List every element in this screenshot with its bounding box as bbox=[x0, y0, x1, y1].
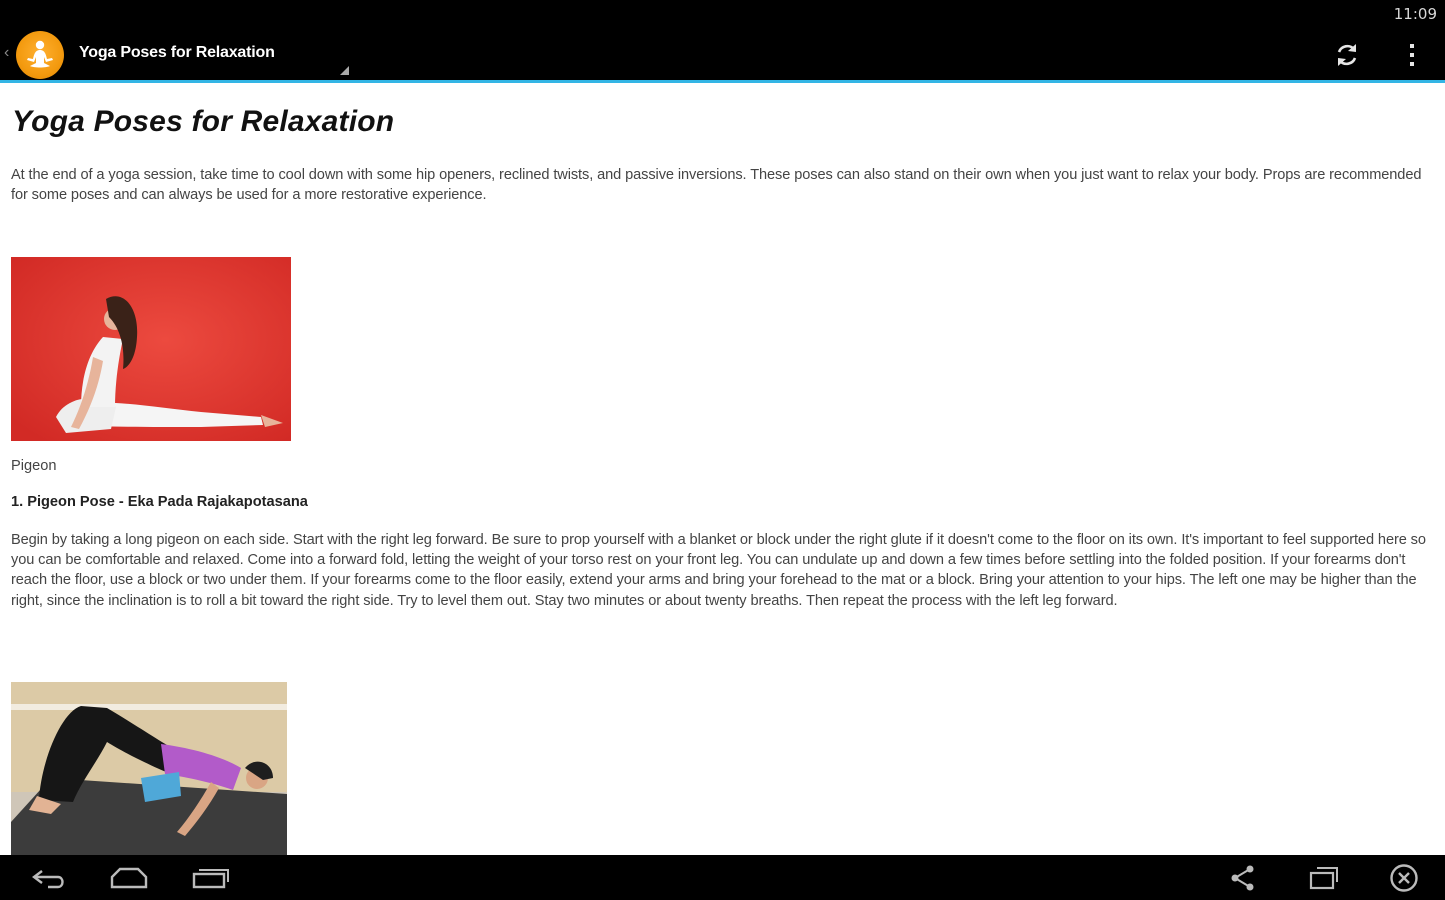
overflow-menu-icon[interactable] bbox=[1402, 40, 1422, 70]
article-intro: At the end of a yoga session, take time to cool down with some hip openers, reclined twists, and passive inversions. These poses can also stand on their own when you just want to relax your body. Props are recommended for some poses and can always be used for a more restorative experience. bbox=[11, 167, 1422, 204]
meditation-icon[interactable] bbox=[16, 31, 64, 79]
close-icon[interactable] bbox=[1388, 863, 1420, 893]
status-clock: 11:09 bbox=[1393, 5, 1437, 23]
pose-heading: 1. Pigeon Pose - Eka Pada Rajakapotasana bbox=[11, 494, 308, 510]
navigation-bar bbox=[0, 855, 1445, 900]
recent-apps-icon[interactable] bbox=[190, 863, 230, 893]
dropdown-indicator-icon bbox=[340, 66, 349, 75]
back-icon[interactable] bbox=[30, 863, 68, 893]
share-icon[interactable] bbox=[1228, 863, 1258, 893]
article-title: Yoga Poses for Relaxation bbox=[12, 105, 395, 138]
home-icon[interactable] bbox=[108, 863, 150, 893]
refresh-icon[interactable] bbox=[1332, 40, 1362, 70]
article-content[interactable] bbox=[0, 83, 1445, 855]
screen-rotate-icon[interactable] bbox=[1308, 863, 1340, 893]
status-bar bbox=[0, 0, 1445, 28]
action-bar bbox=[0, 28, 1445, 83]
up-caret-icon[interactable]: ‹ bbox=[4, 44, 10, 61]
action-bar-title[interactable]: Yoga Poses for Relaxation bbox=[79, 44, 275, 61]
pose-description: Begin by taking a long pigeon on each side. Start with the right leg forward. Be sure to prop yourself with a blanket or block under the right glute if it doesn't come to the floor on its own. It's important to feel supported here so you can be comfortable and relaxed. Come into a forward fold, letting the weight of your torso rest on your front leg. You can undulate up and down a few times before settling into the folded position. If your forearms don't reach the floor, use a block or two under them. If your forearms come to the floor easily, extend your arms and bring your forehead to the mat or a block. Bring your attention to your hips. The left one may be higher than the right, since the inclination is to roll a bit toward the right side. Try to level them out. Stay two minutes or about twenty breaths. Then repeat the process with the left leg forward. bbox=[11, 532, 1426, 609]
image-caption: Pigeon bbox=[11, 458, 57, 474]
supported-bridge-pose-photo bbox=[11, 682, 287, 855]
pigeon-pose-photo bbox=[11, 257, 291, 441]
